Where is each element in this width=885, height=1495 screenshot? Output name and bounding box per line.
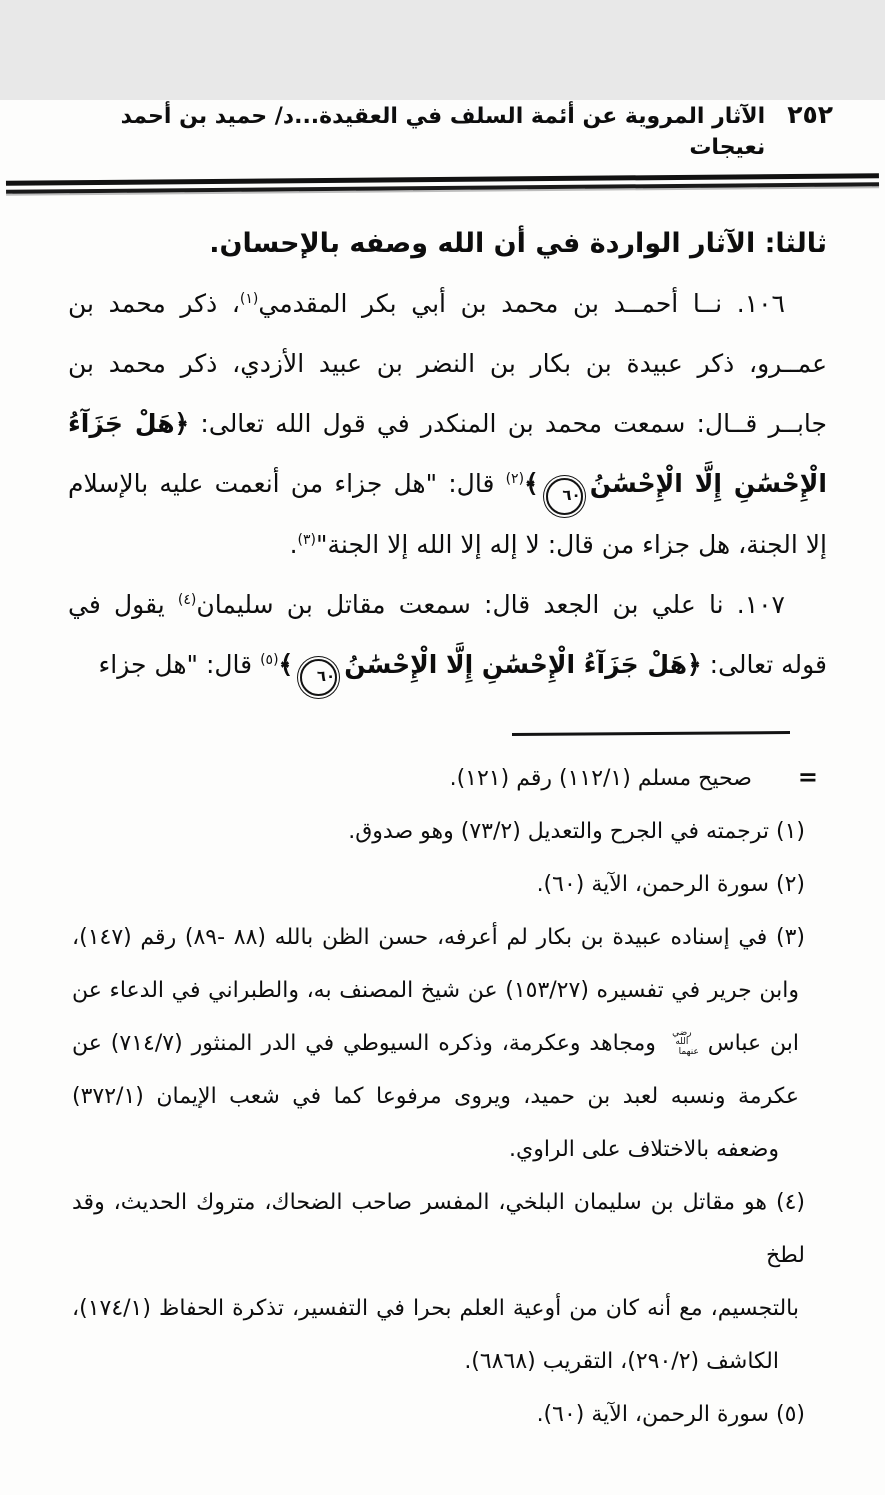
footnote-4-line-3: الكاشف (٢٩٠/٢)، التقريب (٦٨٦٨). — [464, 1348, 779, 1374]
footnote-continuation — [72, 751, 817, 805]
footnote-2 — [72, 858, 805, 911]
continuation-mark: = — [797, 762, 817, 791]
header-divider — [6, 173, 879, 194]
ayah-number-ornament: ٦٠ — [300, 659, 337, 696]
footnote-text: سورة الرحمن، الآية (٦٠). — [536, 1401, 776, 1427]
text-run: قال: "هل جزاء من أنعمت عليه بالإسلام — [68, 468, 506, 498]
honorific-radi-allahu-anhuma: رضي الله عنهما — [672, 1027, 699, 1057]
footnote-text: ابن عباس — [698, 1030, 800, 1056]
footnote-text: سورة الرحمن، الآية (٦٠). — [536, 871, 776, 897]
quran-verse-fragment: ﴿هَلْ جَزَآءُ الْإِحْسَٰنِ إِلَّا الْإِحْسَٰنُ — [344, 649, 702, 679]
footnotes-block — [0, 751, 885, 1441]
text-run: إلا الجنة، هل جزاء من قال: لا إله إلا الله إلا الجنة" — [316, 529, 827, 559]
narration-106-line-3 — [68, 394, 827, 454]
narration-106-line-1 — [68, 274, 827, 334]
footnote-3-line-4: عكرمة ونسبه لعبد بن حميد، ويروى مرفوعا كما في شعب الإيمان (٣٧٢/١) — [72, 1083, 799, 1109]
footnote-1 — [72, 805, 805, 858]
narration-106-line-2: عمــرو، ذكر عبيدة بن بكار بن النضر بن عبيد الأزدي، ذكر محمد بن — [68, 348, 827, 378]
narration-106-line-4 — [68, 454, 827, 515]
footnote-4-line-1 — [72, 1176, 805, 1282]
footnote-marker: (٣) — [775, 924, 805, 950]
footnote-ref-5: (٥) — [260, 651, 279, 668]
text-run: ١٠٦. نــا أحمــد بن محمد بن أبي بكر المقدمي — [258, 288, 785, 318]
quran-close-bracket: ﴾ — [524, 468, 539, 498]
quran-close-bracket: ﴾ — [278, 649, 294, 679]
footnote-marker: (١) — [775, 818, 805, 844]
book-page — [0, 100, 885, 1495]
text-run: قوله تعالى: — [701, 649, 827, 679]
text-run: يقول في — [68, 589, 178, 619]
text-run: ١٠٧. نا علي بن الجعد قال: سمعت مقاتل بن سليمان — [196, 589, 785, 619]
section-heading: ثالثا: الآثار الواردة في أن الله وصفه بالإحسان. — [209, 227, 827, 259]
quran-verse-fragment: الْإِحْسَٰنِ إِلَّا الْإِحْسَٰنُ — [589, 468, 827, 498]
running-title: الآثار المروية عن أئمة السلف في العقيدة...د/ حميد بن أحمد نعيجات — [120, 104, 766, 160]
footnote-text: هو مقاتل بن سليمان البلخي، المفسر صاحب الضحاك، متروك الحديث، وقد لطخ — [72, 1189, 805, 1268]
footnote-5 — [72, 1388, 805, 1441]
text-run: جابــر قــال: سمعت محمد بن المنكدر في قول الله تعالى: — [189, 408, 827, 438]
footnote-text: في إسناده عبيدة بن بكار لم أعرفه، حسن الظن بالله (٨٨ -٨٩) رقم (١٤٧)، — [72, 924, 776, 950]
footnote-marker: (٤) — [775, 1189, 805, 1215]
footnote-text: ترجمته في الجرح والتعديل (٧٣/٢) وهو صدوق. — [348, 818, 776, 844]
text-run: قال: "هل جزاء — [98, 649, 261, 679]
narration-107-line-1 — [68, 575, 827, 635]
text-run: . — [289, 529, 298, 559]
footnote-text: صحيح مسلم (١١٢/١) رقم (١٢١). — [449, 765, 752, 791]
ayah-number-ornament: ٦٠ — [546, 478, 583, 515]
footnote-marker: (٥) — [775, 1401, 805, 1427]
page-header — [0, 100, 885, 164]
footnote-3-line-3 — [72, 1017, 805, 1070]
footnote-ref-4: (٤) — [177, 591, 197, 608]
body-text — [0, 214, 885, 696]
narration-106-line-5 — [68, 515, 827, 575]
footnote-marker: (٢) — [775, 871, 805, 897]
text-run: ، ذكر محمد بن — [68, 288, 240, 318]
footnote-ref-1: (١) — [239, 290, 259, 307]
page-number: ٢٥٢ — [787, 100, 833, 129]
quran-verse-fragment: ﴿هَلْ جَزَآءُ — [68, 408, 190, 438]
footnote-3-line-5: وضعفه بالاختلاف على الراوي. — [508, 1136, 779, 1162]
footnote-divider — [512, 731, 790, 736]
narration-107-line-2 — [68, 635, 827, 696]
footnote-text: ومجاهد وعكرمة، وذكره السيوطي في الدر المنثور (٧١٤/٧) عن — [72, 1030, 665, 1056]
footnote-3-line-1 — [72, 911, 805, 964]
footnote-ref-3: (٣) — [297, 531, 316, 548]
footnote-ref-2: (٢) — [505, 470, 525, 487]
footnote-4-line-2: بالتجسيم، مع أنه كان من أوعية العلم بحرا في التفسير، تذكرة الحفاظ (١٧٤/١)، — [72, 1295, 799, 1321]
footnote-3-line-2: وابن جرير في تفسيره (١٥٣/٢٧) عن شيخ المصنف به، والطبراني في الدعاء عن — [72, 977, 799, 1003]
